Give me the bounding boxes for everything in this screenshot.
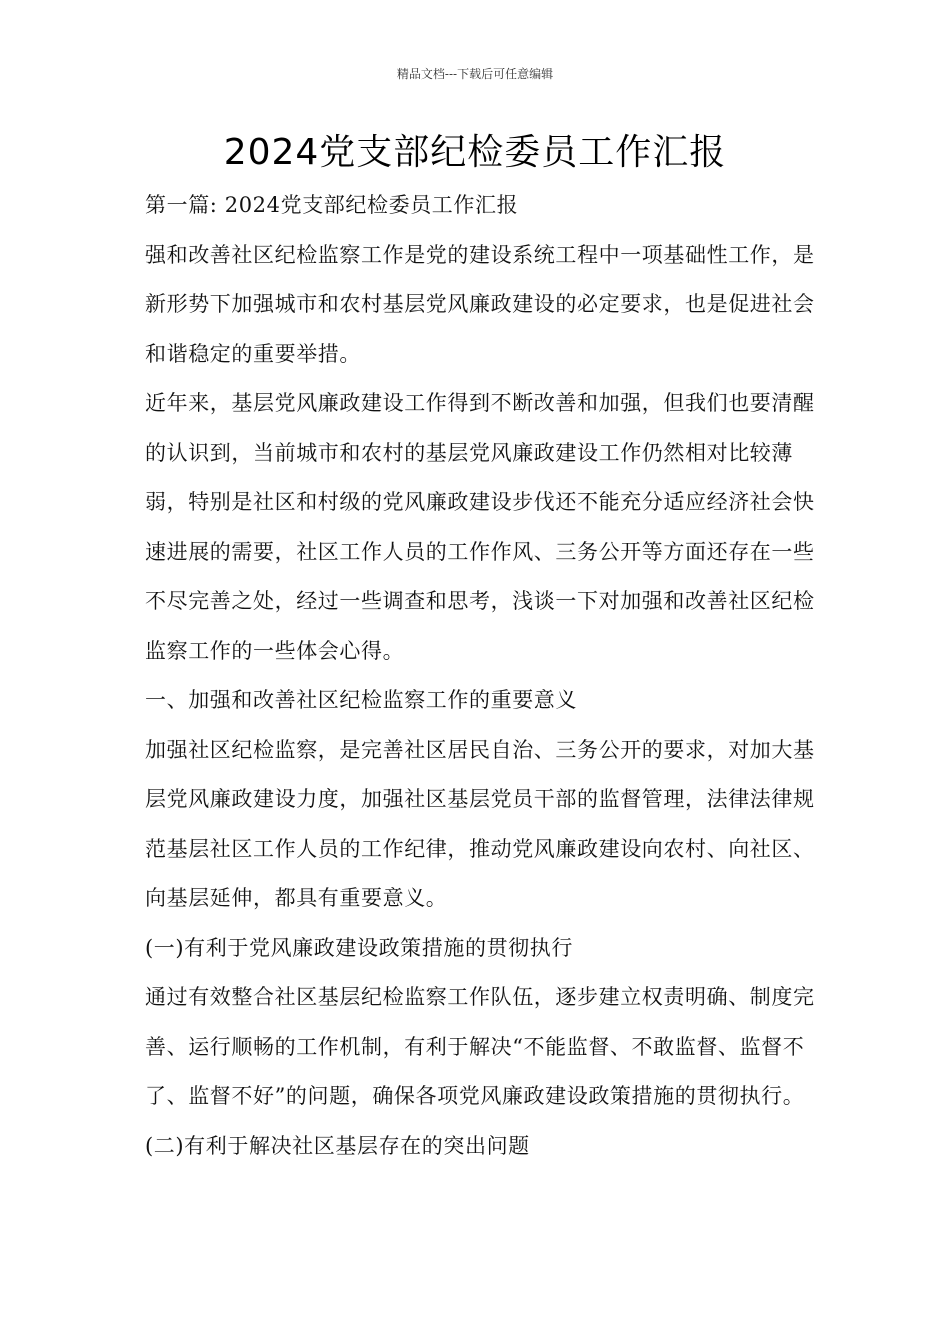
document-title: 2024党支部纪检委员工作汇报 — [223, 132, 727, 173]
document-subtitle: 第一篇: 2024党支部纪检委员工作汇报 — [145, 193, 519, 217]
subsection-heading-2: (二)有利于解决社区基层存在的突出问题 — [145, 1133, 530, 1158]
paragraph-significance: 加强社区纪检监察，是完善社区居民自治、三务公开的要求，对加大基层党风廉政建设力度，加强社区基层党员干部的监督管理，法律法律规范基层社区工作人员的工作纪律，推动党风廉政建设向农村、向社区、向基层延伸，都具有重要意义。 — [145, 737, 815, 910]
page-header-note: 精品文档---下载后可任意编辑 — [396, 67, 554, 81]
section-heading-1: 一、加强和改善社区纪检监察工作的重要意义 — [145, 688, 577, 712]
document-body — [145, 181, 825, 1171]
paragraph-background: 近年来，基层党风廉政建设工作得到不断改善和加强，但我们也要清醒的认识到，当前城市和农村的基层党风廉政建设工作仍然相对比较薄弱，特别是社区和村级的党风廉政建设步伐还不能充分适应经济社会快速进展的需要，社区工作人员的工作作风、三务公开等方面还存在一些不尽完善之处，经过一些调查和思考，浅谈一下对加强和改善社区纪检监察工作的一些体会心得。 — [145, 391, 815, 663]
subsection-heading-1: (一)有利于党风廉政建设政策措施的贯彻执行 — [145, 935, 573, 960]
paragraph-intro: 强和改善社区纪检监察工作是党的建设系统工程中一项基础性工作，是新形势下加强城市和农村基层党风廉政建设的必定要求，也是促进社会和谐稳定的重要举措。 — [145, 242, 815, 366]
paragraph-implementation: 通过有效整合社区基层纪检监察工作队伍，逐步建立权责明确、制度完善、运行顺畅的工作机制，有利于解决“不能监督、不敢监督、监督不了、监督不好”的问题，确保各项党风廉政建设政策措施的贯彻执行。 — [145, 985, 815, 1108]
